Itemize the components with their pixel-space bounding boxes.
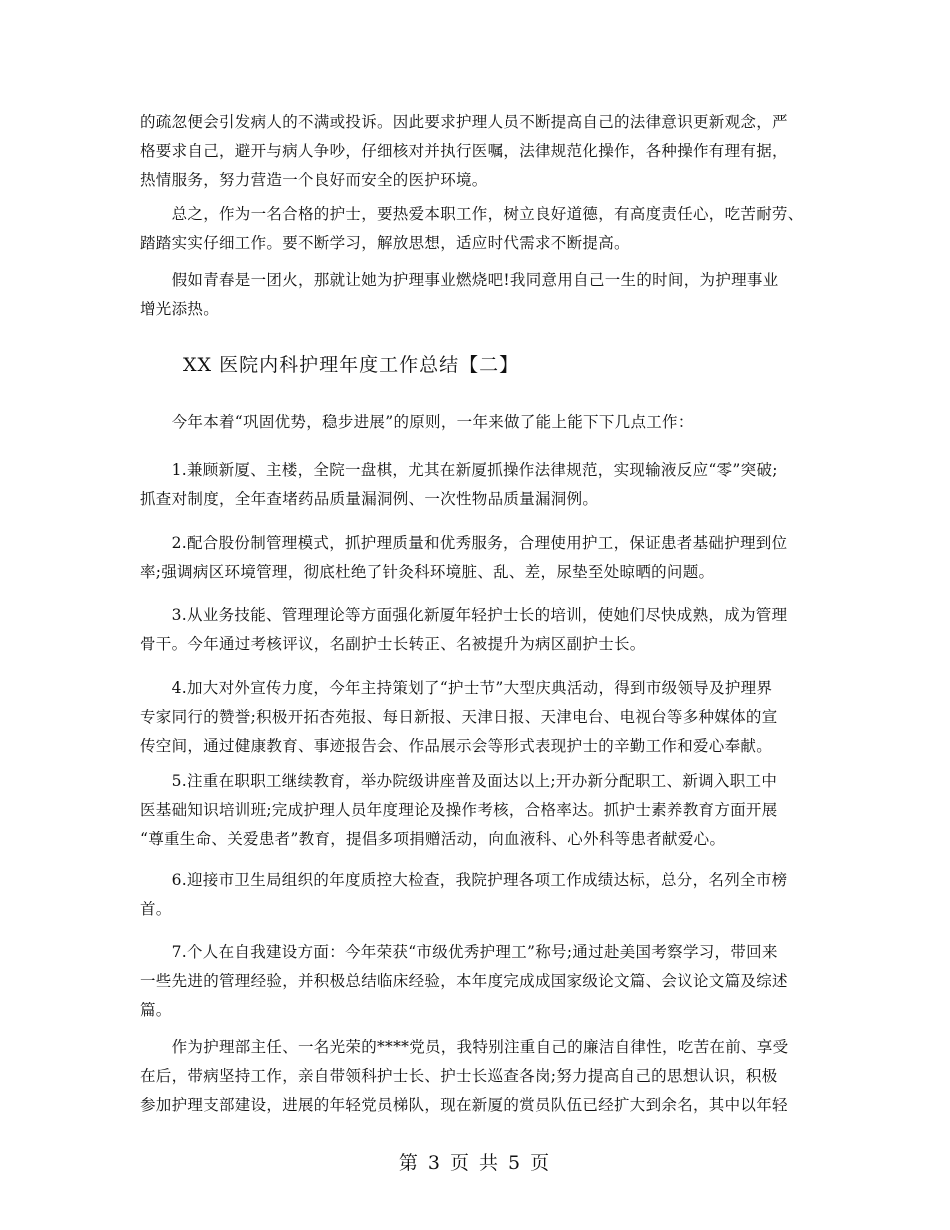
- paragraph-legal-awareness: [140, 108, 810, 195]
- paragraph-item-4: [140, 674, 810, 761]
- text-line: 在后，带病坚持工作，亲自带领科护士长、护士长巡查各岗;努力提高自己的思想认识，积极: [140, 1067, 778, 1085]
- text-line: 2.配合股份制管理模式，抓护理质量和优秀服务，合理使用护工，保证患者基础护理到位: [140, 534, 788, 552]
- text-line: 7.个人在自我建设方面：今年荣获“市级优秀护理工”称号;通过赴美国考察学习，带回来: [140, 943, 778, 961]
- text-line: 抓查对制度，全年查堵药品质量漏洞例、一次性物品质量漏洞例。: [140, 490, 599, 508]
- text-line: 今年本着“巩固优势，稳步进展”的原则，一年来做了能上能下下几点工作：: [140, 413, 694, 431]
- text-line: 作为护理部主任、一名光荣的****党员，我特别注重自己的廉洁自律性，吃苦在前、享受: [140, 1038, 789, 1056]
- section-heading: XX 医院内科护理年度工作总结【二】: [183, 354, 520, 376]
- text-line: 骨干。今年通过考核评议，名副护士长转正、名被提升为病区副护士长。: [140, 635, 646, 653]
- text-line: 增光添热。: [140, 300, 220, 318]
- text-line: 一些先进的管理经验，并积极总结临床经验，本年度完成成国家级论文篇、会议论文篇及综述: [140, 972, 788, 990]
- text-line: “尊重生命、关爱患者”教育，提倡多项捐赠活动，向血液科、心外科等患者献爱心。: [140, 830, 726, 848]
- text-line: 医基础知识培训班;完成护理人员年度理论及操作考核，合格率达。抓护士素养教育方面开展: [140, 801, 778, 819]
- text-line: 总之，作为一名合格的护士，要热爱本职工作，树立良好道德，有高度责任心，吃苦耐劳、: [140, 205, 804, 223]
- paragraph-intro: [140, 408, 810, 437]
- paragraph-item-7: [140, 938, 810, 1025]
- text-line: 传空间，通过健康教育、事迹报告会、作品展示会等形式表现护士的辛勤工作和爱心奉献。: [140, 737, 773, 755]
- text-line: 篇。: [140, 1001, 172, 1019]
- text-line: 5.注重在职职工继续教育，举办院级讲座普及面达以上;开办新分配职工、新调入职工中: [140, 772, 778, 790]
- paragraph-item-5: [140, 767, 810, 854]
- text-line: 首。: [140, 900, 172, 918]
- text-line: 专家同行的赞誉;积极开拓杏苑报、每日新报、天津日报、天津电台、电视台等多种媒体的宣: [140, 708, 778, 726]
- text-line: 3.从业务技能、管理理论等方面强化新厦年轻护士长的培训，使她们尽快成熟，成为管理: [140, 606, 788, 624]
- text-line: 参加护理支部建设，进展的年轻党员梯队，现在新厦的赏员队伍已经扩大到余名，其中以年轻: [140, 1096, 788, 1114]
- text-line: 6.迎接市卫生局组织的年度质控大检查，我院护理各项工作成绩达标，总分，名列全市榜: [140, 871, 788, 889]
- text-line: 踏踏实实仔细工作。要不断学习，解放思想，适应时代需求不断提高。: [140, 234, 630, 252]
- text-line: 率;强调病区环境管理，彻底杜绝了针灸科环境脏、乱、差，尿垫至处晾晒的问题。: [140, 563, 715, 581]
- page-number-footer: 第 3 页 共 5 页: [398, 1152, 552, 1174]
- paragraph-closing: [140, 1033, 810, 1120]
- text-line: 的疏忽便会引发病人的不满或投诉。因此要求护理人员不断提高自己的法律意识更新观念，严: [140, 113, 788, 131]
- paragraph-item-3: [140, 601, 810, 659]
- text-line: 1.兼顾新厦、主楼，全院一盘棋，尤其在新厦抓操作法律规范，实现输液反应“零”突破;: [140, 461, 778, 479]
- text-line: 假如青春是一团火，那就让她为护理事业燃烧吧!我同意用自己一生的时间，为护理事业: [140, 271, 779, 289]
- paragraph-item-6: [140, 866, 810, 924]
- text-line: 热情服务，努力营造一个良好而安全的医护环境。: [140, 171, 488, 189]
- paragraph-youth: [140, 266, 810, 324]
- text-line: 4.加大对外宣传力度，今年主持策划了“护士节”大型庆典活动，得到市级领导及护理界: [140, 679, 773, 697]
- paragraph-item-1: [140, 456, 810, 514]
- paragraph-summary: [140, 200, 810, 258]
- paragraph-item-2: [140, 529, 810, 587]
- text-line: 格要求自己，避开与病人争吵，仔细核对并执行医嘱，法律规范化操作，各种操作有理有据，: [140, 142, 788, 160]
